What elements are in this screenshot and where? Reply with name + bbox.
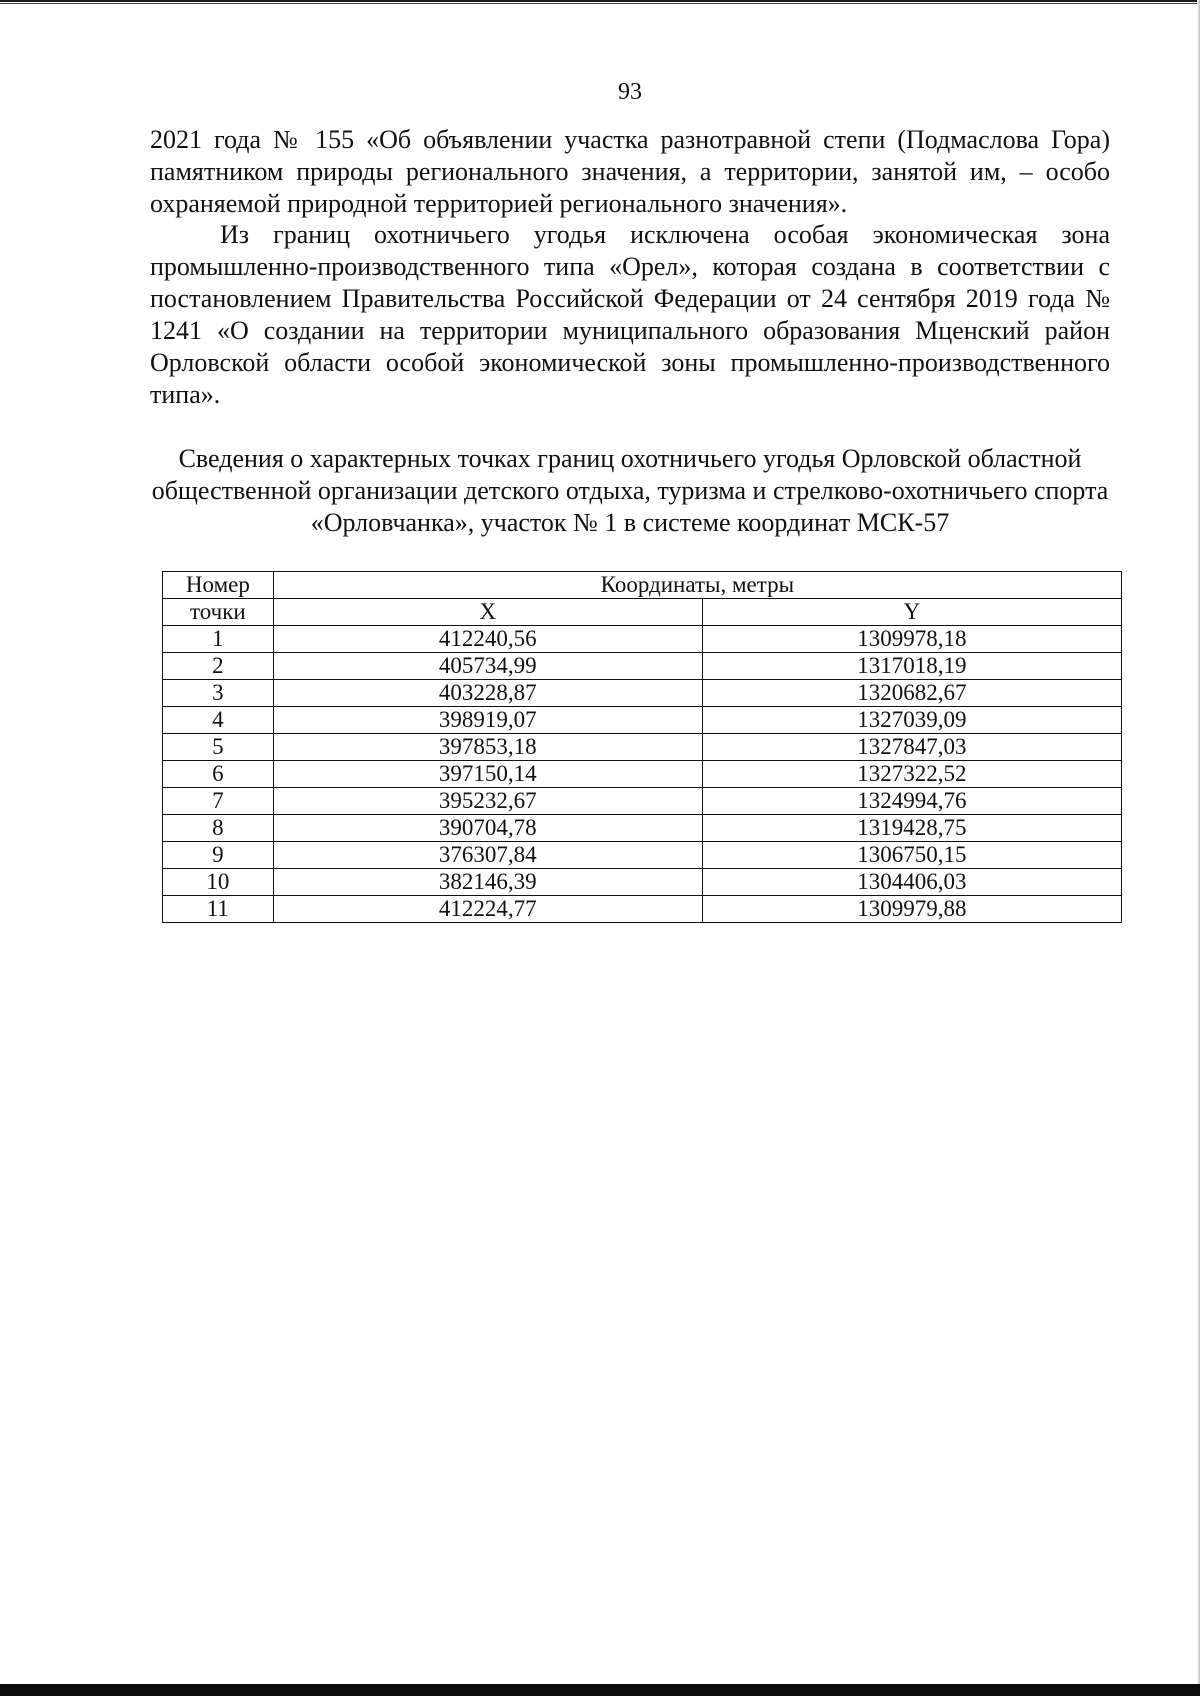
table-body bbox=[163, 626, 1122, 923]
coordinates-table bbox=[162, 571, 1122, 923]
cell-x: 395232,67 bbox=[273, 788, 702, 815]
table-row bbox=[163, 815, 1122, 842]
table-subheader-row bbox=[163, 599, 1122, 626]
table-row bbox=[163, 869, 1122, 896]
cell-y: 1327847,03 bbox=[702, 734, 1121, 761]
cell-x: 397150,14 bbox=[273, 761, 702, 788]
cell-y: 1327322,52 bbox=[702, 761, 1121, 788]
header-point-number-line2: точки bbox=[163, 599, 274, 626]
cell-x: 382146,39 bbox=[273, 869, 702, 896]
cell-num: 2 bbox=[163, 653, 274, 680]
paragraph-exclusion: Из границ охотничьего угодья исключена особая экономическая зона промышленно-производственного типа «Орел», которая создана в соответствии с постановлением Правительства Российской Федерации от 24 сентября 2019 года № 1241 «О создании на территории муниципального образования Мценский район Орловской области особой экономической зоны промышленно-производственного типа». bbox=[150, 220, 1110, 409]
paragraph-continuation: 2021 года № 155 «Об объявлении участка разнотравной степи (Подмаслова Гора) памятником природы регионального значения, а территории, занятой им, – особо охраняемой природной территорией регионального значения». bbox=[150, 125, 1110, 218]
table-row bbox=[163, 761, 1122, 788]
cell-num: 10 bbox=[163, 869, 274, 896]
cell-num: 3 bbox=[163, 680, 274, 707]
cell-y: 1319428,75 bbox=[702, 815, 1121, 842]
cell-x: 397853,18 bbox=[273, 734, 702, 761]
cell-x: 412240,56 bbox=[273, 626, 702, 653]
table-row bbox=[163, 653, 1122, 680]
cell-y: 1324994,76 bbox=[702, 788, 1121, 815]
cell-y: 1304406,03 bbox=[702, 869, 1121, 896]
scan-edge-bottom bbox=[0, 1684, 1200, 1696]
table-row bbox=[163, 788, 1122, 815]
cell-y: 1309978,18 bbox=[702, 626, 1121, 653]
header-y: Y bbox=[702, 599, 1121, 626]
cell-x: 390704,78 bbox=[273, 815, 702, 842]
header-point-number-line1: Номер bbox=[163, 572, 274, 599]
scan-edge-top bbox=[0, 0, 1200, 6]
cell-x: 398919,07 bbox=[273, 707, 702, 734]
cell-num: 9 bbox=[163, 842, 274, 869]
table-row bbox=[163, 626, 1122, 653]
table-row bbox=[163, 707, 1122, 734]
page-number: 93 bbox=[618, 79, 642, 105]
table-header-row bbox=[163, 572, 1122, 599]
table-row bbox=[163, 680, 1122, 707]
cell-y: 1317018,19 bbox=[702, 653, 1121, 680]
cell-x: 376307,84 bbox=[273, 842, 702, 869]
cell-num: 6 bbox=[163, 761, 274, 788]
cell-x: 405734,99 bbox=[273, 653, 702, 680]
cell-num: 7 bbox=[163, 788, 274, 815]
cell-y: 1320682,67 bbox=[702, 680, 1121, 707]
cell-num: 8 bbox=[163, 815, 274, 842]
cell-x: 412224,77 bbox=[273, 896, 702, 923]
table-row bbox=[163, 842, 1122, 869]
cell-num: 1 bbox=[163, 626, 274, 653]
cell-y: 1309979,88 bbox=[702, 896, 1121, 923]
cell-y: 1327039,09 bbox=[702, 707, 1121, 734]
table-row bbox=[163, 734, 1122, 761]
table-caption: Сведения о характерных точках границ охотничьего угодья Орловской областной общественной организации детского отдыха, туризма и стрелково-охотничьего спорта «Орловчанка», участок № 1 в системе координат МСК-57 bbox=[151, 444, 1109, 537]
header-x: X bbox=[273, 599, 702, 626]
cell-y: 1306750,15 bbox=[702, 842, 1121, 869]
cell-num: 11 bbox=[163, 896, 274, 923]
header-coordinates: Координаты, метры bbox=[273, 572, 1121, 599]
table-row bbox=[163, 896, 1122, 923]
cell-num: 5 bbox=[163, 734, 274, 761]
cell-x: 403228,87 bbox=[273, 680, 702, 707]
cell-num: 4 bbox=[163, 707, 274, 734]
